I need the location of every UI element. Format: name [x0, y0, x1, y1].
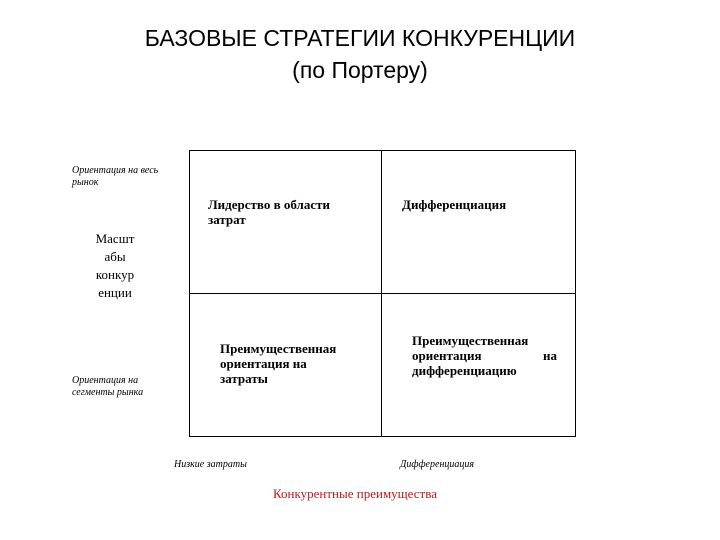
x-axis-left-label: Низкие затраты — [174, 459, 247, 470]
cell-differentiation-focus: Преимущественная ориентация на дифференциацию — [412, 333, 557, 378]
cell-cost-leadership: Лидерство в области затрат — [208, 197, 330, 227]
x-axis-right-label: Дифференциация — [400, 459, 475, 470]
y-axis-title — [84, 230, 146, 302]
cell-differentiation: Дифференциация — [402, 197, 507, 212]
x-axis-title: Конкурентные преимущества — [273, 486, 437, 501]
y-axis-top-label: Ориентация на весь рынок — [72, 165, 159, 188]
diagram-title: БАЗОВЫЕ СТРАТЕГИИ КОНКУРЕНЦИИ — [144, 25, 576, 51]
y-axis-title-text: Масшт абы конкур енции — [95, 231, 135, 300]
diagram-subtitle: (по Портеру) — [292, 57, 428, 83]
cell-cost-focus: Преимущественная ориентация на затраты — [220, 341, 337, 386]
matrix-horizontal-divider — [189, 293, 576, 294]
y-axis-bottom-label: Ориентация на сегменты рынка — [72, 375, 144, 398]
